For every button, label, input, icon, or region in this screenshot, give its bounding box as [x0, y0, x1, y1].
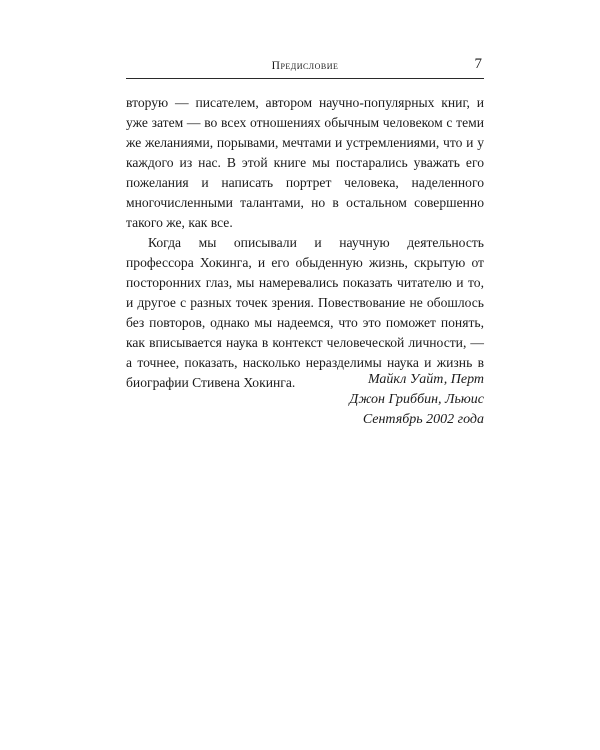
body-text	[126, 93, 484, 393]
authors-signature	[349, 370, 484, 430]
page-number: 7	[474, 56, 482, 72]
header-divider	[126, 78, 484, 79]
signature-date: Сентябрь 2002 года	[362, 412, 484, 427]
running-header	[126, 56, 484, 78]
signature-line-gribbin: Джон Гриббин, Льюис	[349, 392, 484, 407]
signature-line-white: Майкл Уайт, Перт	[367, 372, 484, 387]
running-header-title: Предисловие	[271, 60, 339, 72]
paragraph-continuation: вторую — писателем, автором научно-популярных книг, и уже затем — во всех отношениях обычным человеком с теми же желаниями, порывами, мечтами и устремлениями, что и у каждого из нас. В этой книге мы постарались уважать его пожелания и написать портрет человека, наделенного многочисленными талантами, но в остальном совершенно такого же, как все.	[126, 95, 484, 230]
paragraph: Когда мы описывали и научную деятельность профессора Хокинга, и его обыденную жизнь, скрытую от посторонних глаз, мы намеревались показать читателю и то, и другое с разных точек зрения. Повествование не обошлось без повторов, однако мы надеемся, что это поможет понять, как вписывается наука в контекст человеческой личности, — а точнее, показать, насколько неразделимы наука и жизнь в биографии Стивена Хокинга.	[126, 235, 484, 390]
